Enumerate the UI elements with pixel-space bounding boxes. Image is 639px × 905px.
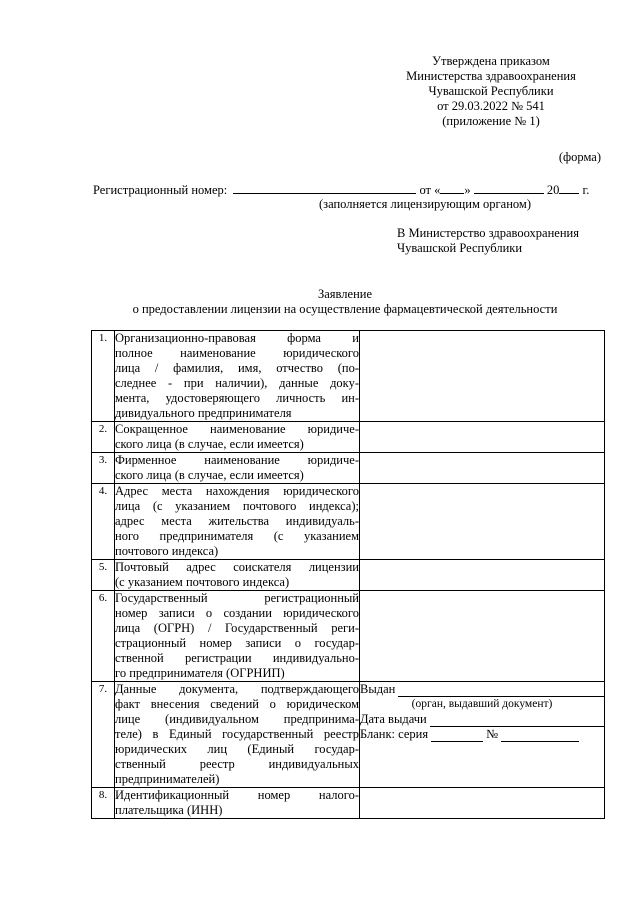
- blank-row: [360, 727, 604, 742]
- row-value-cell[interactable]: [360, 453, 605, 484]
- approval-line: от 29.03.2022 № 541: [437, 99, 545, 113]
- table-row: [92, 453, 605, 484]
- row-label: [115, 453, 360, 484]
- row-value-cell[interactable]: [360, 484, 605, 560]
- blank-number-label: №: [486, 727, 499, 741]
- registration-quote-close: »: [464, 183, 471, 197]
- label-line: Фирменное наименование юридиче-: [115, 453, 359, 467]
- label-line: ского лица (в случае, если имеется): [115, 468, 304, 482]
- label-line: ского лица (в случае, если имеется): [115, 437, 304, 451]
- issue-date-field[interactable]: [430, 715, 604, 727]
- addressee-block: [397, 226, 579, 256]
- label-line: Организационно-правовая форма и: [115, 331, 359, 345]
- row-number: 4.: [92, 484, 115, 560]
- row-number: 2.: [92, 422, 115, 453]
- table-row: [92, 484, 605, 560]
- registration-day-field[interactable]: [440, 181, 464, 194]
- row-value-cell[interactable]: [360, 422, 605, 453]
- table-row: [92, 591, 605, 682]
- issued-note: (орган, выдавший документ): [411, 698, 553, 710]
- label-line: номер записи о создании юридического: [115, 606, 359, 620]
- application-table: [91, 330, 605, 819]
- label-line: Почтовый адрес соискателя лицензии: [115, 560, 359, 574]
- label-line: (с указанием почтового индекса): [115, 575, 290, 589]
- row-number: 1.: [92, 331, 115, 422]
- blank-series-field[interactable]: [431, 730, 483, 742]
- row-value-cell: [360, 682, 605, 788]
- label-line: Данные документа, подтверждающего: [115, 682, 359, 696]
- registration-note: (заполняется лицензирующим органом): [319, 197, 531, 211]
- row-value-cell[interactable]: [360, 788, 605, 819]
- registration-label: Регистрационный номер:: [93, 183, 228, 197]
- row-number: 3.: [92, 453, 115, 484]
- label-line: лице (индивидуальном предпринима-: [115, 712, 359, 726]
- document-title: [60, 287, 630, 317]
- title-line-1: Заявление: [317, 287, 372, 301]
- issued-label: Выдан: [360, 682, 396, 696]
- row-label: [115, 560, 360, 591]
- addressee-line: Чувашской Республики: [397, 241, 523, 255]
- label-line: полное наименование юридического: [115, 346, 359, 360]
- row-label: [115, 422, 360, 453]
- table-row: [92, 788, 605, 819]
- row-label: [115, 331, 360, 422]
- table-row: [92, 331, 605, 422]
- label-line: лица (с указанием почтового индекса);: [115, 499, 359, 513]
- approval-line: Утверждена приказом: [432, 54, 550, 68]
- approval-block: [380, 54, 602, 129]
- label-line: лица / фамилия, имя, отчество (по-: [115, 361, 359, 375]
- approval-line: Чувашской Республики: [428, 84, 554, 98]
- issue-date-row: [360, 712, 604, 727]
- issue-date-label: Дата выдачи: [360, 712, 427, 726]
- label-line: ственной регистрации индивидуально-: [115, 651, 359, 665]
- row-value-cell[interactable]: [360, 331, 605, 422]
- title-line-2: о предоставлении лицензии на осуществление фармацевтической деятельности: [132, 302, 558, 316]
- issued-row: [360, 682, 604, 697]
- row-number: 7.: [92, 682, 115, 788]
- label-line: ственный реестр индивидуальных: [115, 757, 359, 771]
- registration-number-line: [93, 181, 589, 198]
- row-number: 8.: [92, 788, 115, 819]
- label-line: факт внесения сведений о юридическом: [115, 697, 359, 711]
- label-line: Идентификационный номер налого-: [115, 788, 359, 802]
- label-line: мента, удостоверяющего личность ин-: [115, 391, 359, 405]
- label-line: страционный номер записи о государ-: [115, 636, 359, 650]
- row-number: 5.: [92, 560, 115, 591]
- registration-from: от «: [419, 183, 441, 197]
- label-line: ного предпринимателя (с указанием: [115, 529, 359, 543]
- label-line: следнее - при наличии), данные доку-: [115, 376, 359, 390]
- issued-field[interactable]: [398, 685, 604, 697]
- addressee-line: В Министерство здравоохранения: [397, 226, 579, 240]
- label-line: дивидуального предпринимателя: [115, 406, 292, 420]
- registration-month-field[interactable]: [474, 181, 544, 194]
- registration-number-field[interactable]: [233, 181, 416, 194]
- label-line: лица (ОГРН) / Государственный реги-: [115, 621, 359, 635]
- table-row: [92, 422, 605, 453]
- label-line: Сокращенное наименование юридиче-: [115, 422, 359, 436]
- label-line: го предпринимателя (ОГРНИП): [115, 666, 285, 680]
- label-line: юридических лиц (Единый государ-: [115, 742, 359, 756]
- row-number: 6.: [92, 591, 115, 682]
- registration-year-prefix: 20: [546, 183, 560, 197]
- form-label: (форма): [558, 150, 601, 164]
- row-value-cell[interactable]: [360, 560, 605, 591]
- registration-year-field[interactable]: [559, 181, 579, 194]
- label-line: почтового индекса): [115, 544, 219, 558]
- table-row: [92, 682, 605, 788]
- label-line: адрес места жительства индивидуаль-: [115, 514, 359, 528]
- approval-line: (приложение № 1): [442, 114, 540, 128]
- blank-number-field[interactable]: [501, 730, 579, 742]
- row-label: [115, 788, 360, 819]
- label-line: Адрес места нахождения юридического: [115, 484, 359, 498]
- row-value-cell[interactable]: [360, 591, 605, 682]
- label-line: предпринимателей): [115, 772, 220, 786]
- row-label: [115, 682, 360, 788]
- approval-line: Министерства здравоохранения: [406, 69, 576, 83]
- row-label: [115, 484, 360, 560]
- label-line: Государственный регистрационный: [115, 591, 359, 605]
- label-line: теле) в Единый государственный реестр: [115, 727, 359, 741]
- row-label: [115, 591, 360, 682]
- label-line: плательщика (ИНН): [115, 803, 223, 817]
- table-row: [92, 560, 605, 591]
- registration-year-suffix: г.: [582, 183, 590, 197]
- blank-series-label: Бланк: серия: [360, 727, 429, 741]
